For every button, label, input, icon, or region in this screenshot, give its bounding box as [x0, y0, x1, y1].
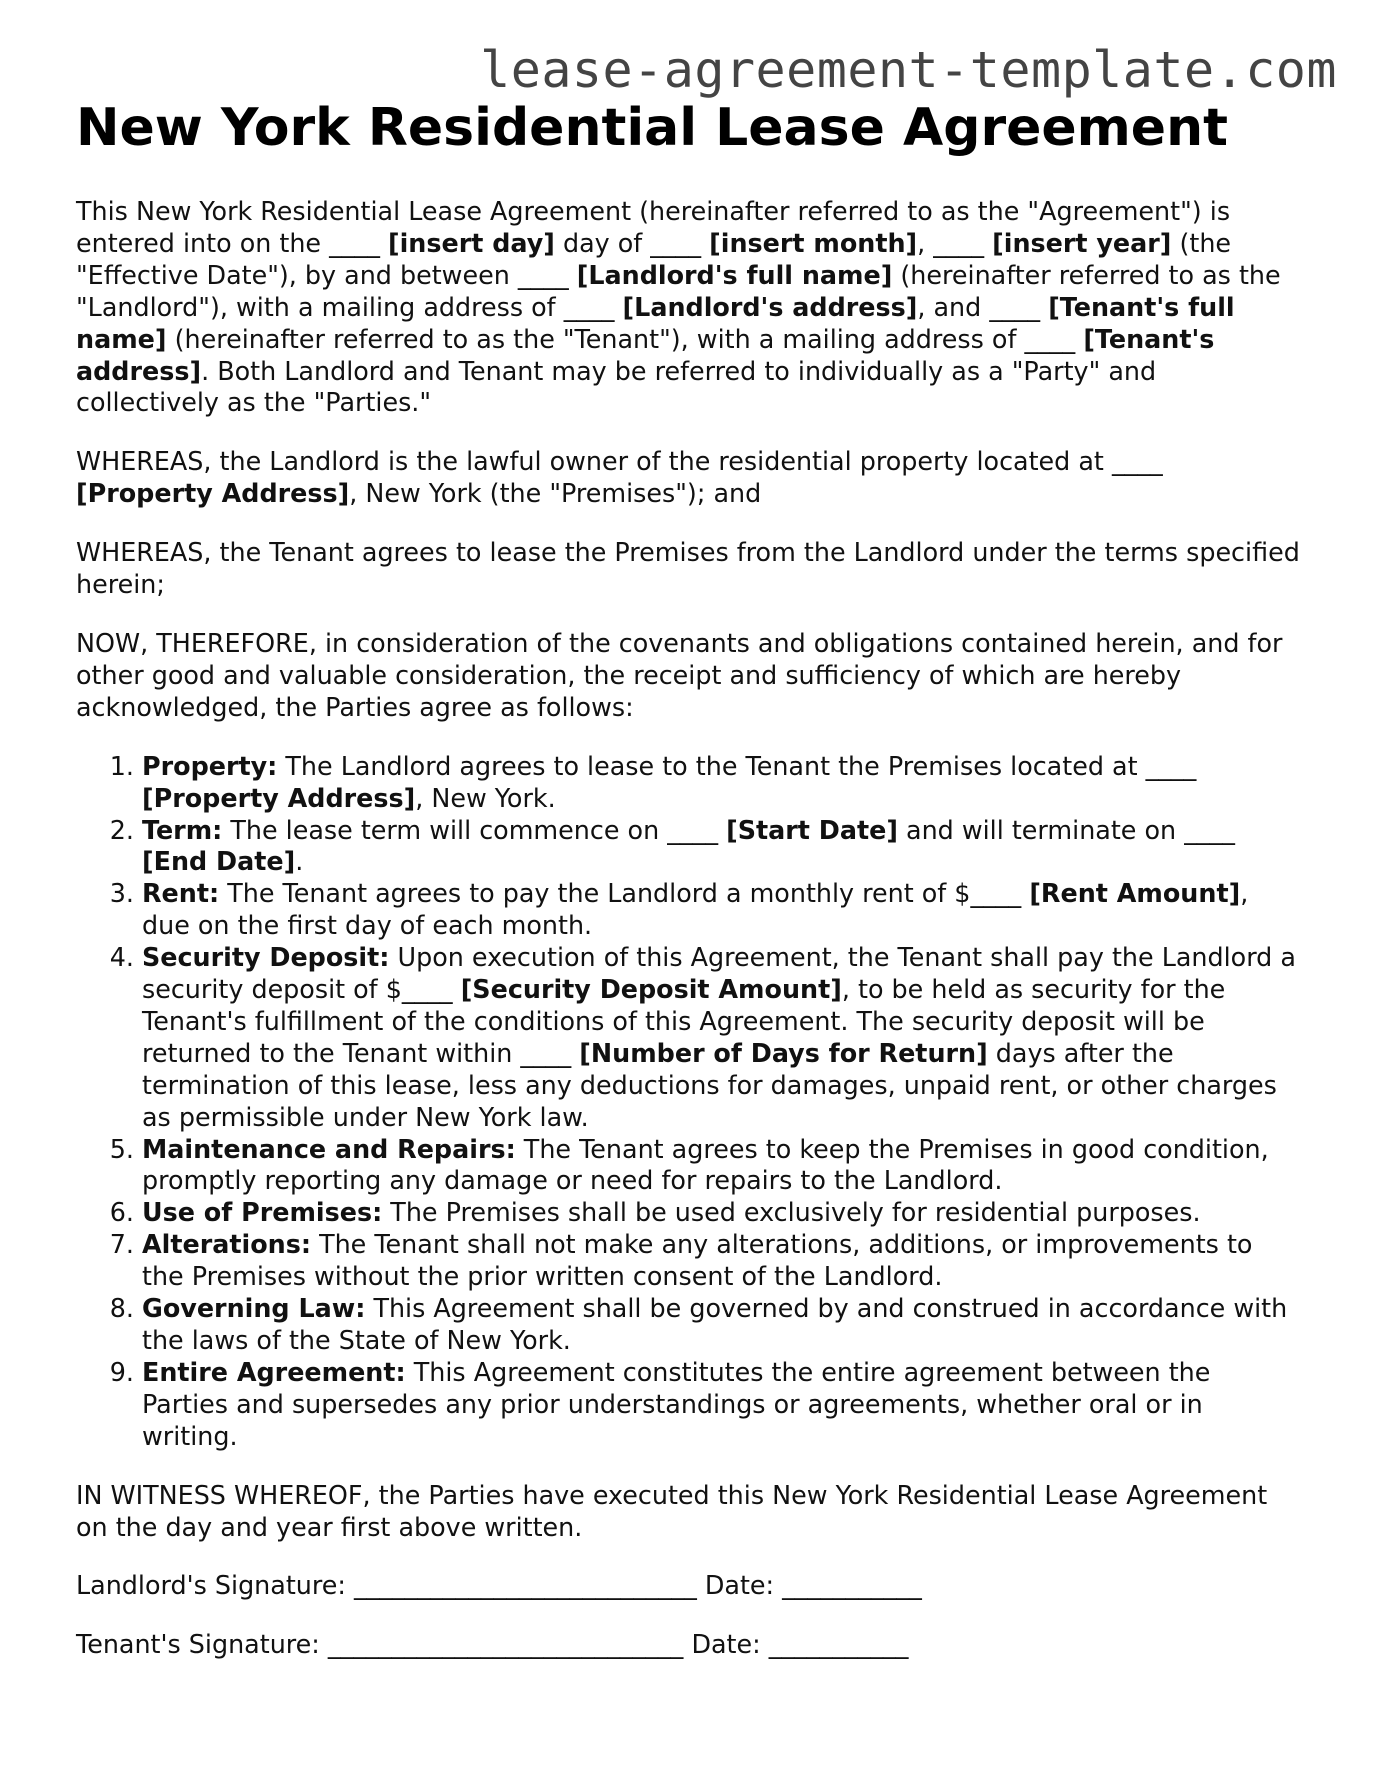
intro-text: (hereinafter referred to as the "Tenant"), with a mailing address of ____ [166, 323, 1084, 354]
start-date-placeholder: [Start Date] [726, 814, 898, 845]
intro-text: , and ____ [917, 291, 1049, 322]
return-days-placeholder: [Number of Days for Return] [579, 1037, 988, 1068]
intro-text: day of ____ [554, 227, 710, 258]
insert-year-placeholder: [insert year] [992, 227, 1172, 258]
whereas-text: , New York (the "Premises"); and [349, 478, 762, 509]
term-label: Security Deposit: [142, 942, 390, 973]
term-text: The Tenant agrees to keep the Premises in good condition, promptly reporting any damage or need for repairs to the Landlord. [142, 1133, 1269, 1196]
term-label: Governing Law: [142, 1293, 366, 1324]
intro-text: . Both Landlord and Tenant may be referred to individually as a "Party" and collectively as the "Parties." [76, 355, 1157, 418]
document-title: New York Residential Lease Agreement [76, 98, 1228, 158]
landlord-address-placeholder: [Landlord's address] [622, 291, 918, 322]
term-label: Use of Premises: [142, 1197, 383, 1228]
term-text: . [295, 846, 304, 877]
now-therefore-paragraph: NOW, THEREFORE, in consideration of the covenants and obligations contained herein, and for other good and valuable consideration, the receipt and sufficiency of which are hereby acknowledged, the Parties agree as follows: [76, 627, 1283, 722]
intro-text: (hereinafter referred to as the "Landlord"), with a mailing address of ____ [76, 259, 1281, 322]
term-label: Alterations: [142, 1229, 311, 1260]
watermark: lease-agreement-template.com [480, 41, 1337, 99]
term-text: The lease term will commence on ____ [222, 814, 727, 845]
term-text: This Agreement constitutes the entire agreement between the Parties and supersedes any prior understandings or agreements, whether oral or in writing. [142, 1356, 1211, 1451]
term-label: Property: [142, 750, 278, 781]
term-lease-term [142, 815, 1301, 879]
property-address-placeholder: [Property Address] [142, 782, 416, 813]
term-text: The Premises shall be used exclusively for residential purposes. [382, 1197, 1201, 1228]
term-security-deposit [142, 942, 1301, 1133]
term-text: , New York. [415, 782, 556, 813]
security-deposit-placeholder: [Security Deposit Amount] [460, 974, 842, 1005]
term-rent [142, 878, 1301, 942]
rent-amount-placeholder: [Rent Amount] [1029, 878, 1241, 909]
end-date-placeholder: [End Date] [142, 846, 296, 877]
term-text: days after the termination of this lease, less any deductions for damages, unpaid rent, or other charges as permissible under New York law. [142, 1037, 1277, 1132]
term-property [142, 751, 1301, 815]
tenant-address-placeholder: [Tenant's address] [76, 323, 1215, 386]
tenant-name-placeholder: [Tenant's full name] [76, 291, 1235, 354]
term-maintenance [142, 1134, 1301, 1198]
landlord-signature-line: Landlord's Signature: ___________________________ Date: ___________ [76, 1570, 922, 1601]
term-governing-law [142, 1293, 1301, 1357]
intro-paragraph [76, 196, 1301, 419]
term-text: , to be held as security for the Tenant's fulfillment of the conditions of this Agreement. The security deposit will be returned to the Tenant within ____ [142, 974, 1226, 1068]
term-label: Rent: [142, 878, 220, 909]
term-alterations [142, 1229, 1301, 1293]
term-label: Term: [142, 814, 223, 845]
tenant-signature-line: Tenant's Signature: ____________________________ Date: ___________ [76, 1629, 909, 1660]
term-text: , due on the first day of each month. [142, 878, 1249, 941]
insert-day-placeholder: [insert day] [387, 227, 555, 258]
whereas-tenant-paragraph: WHEREAS, the Tenant agrees to lease the Premises from the Landlord under the terms specified herein; [76, 537, 1300, 600]
term-text: This Agreement shall be governed by and construed in accordance with the laws of the State of New York. [142, 1293, 1288, 1355]
intro-text: This New York Residential Lease Agreement (hereinafter referred to as the "Agreement") is entered into on the ____ [76, 196, 1231, 258]
terms-list [76, 751, 1301, 1453]
intro-text: , ____ [917, 227, 993, 258]
witness-paragraph: IN WITNESS WHEREOF, the Parties have executed this New York Residential Lease Agreement on the day and year first above written. [76, 1479, 1268, 1542]
whereas-text: WHEREAS, the Landlord is the lawful owner of the residential property located at ____ [76, 446, 1163, 477]
term-label: Entire Agreement: [142, 1356, 406, 1387]
insert-month-placeholder: [insert month] [709, 227, 918, 258]
term-label: Maintenance and Repairs: [142, 1133, 516, 1164]
term-use-of-premises [142, 1197, 1301, 1229]
document-body [76, 196, 1301, 1688]
intro-text: (the "Effective Date"), by and between ____ [76, 227, 1232, 290]
landlord-name-placeholder: [Landlord's full name] [576, 259, 893, 290]
whereas-owner-paragraph [76, 446, 1301, 510]
property-address-placeholder: [Property Address] [76, 478, 350, 509]
term-text: and will terminate on ____ [897, 814, 1235, 845]
term-text: Upon execution of this Agreement, the Tenant shall pay the Landlord a security deposit of $____ [142, 942, 1296, 1005]
term-text: The Tenant agrees to pay the Landlord a monthly rent of $____ [219, 878, 1030, 909]
term-text: The Landlord agrees to lease to the Tenant the Premises located at ____ [277, 750, 1197, 781]
term-text: The Tenant shall not make any alterations, additions, or improvements to the Premises without the prior written consent of the Landlord. [142, 1229, 1253, 1292]
term-entire-agreement [142, 1357, 1301, 1453]
